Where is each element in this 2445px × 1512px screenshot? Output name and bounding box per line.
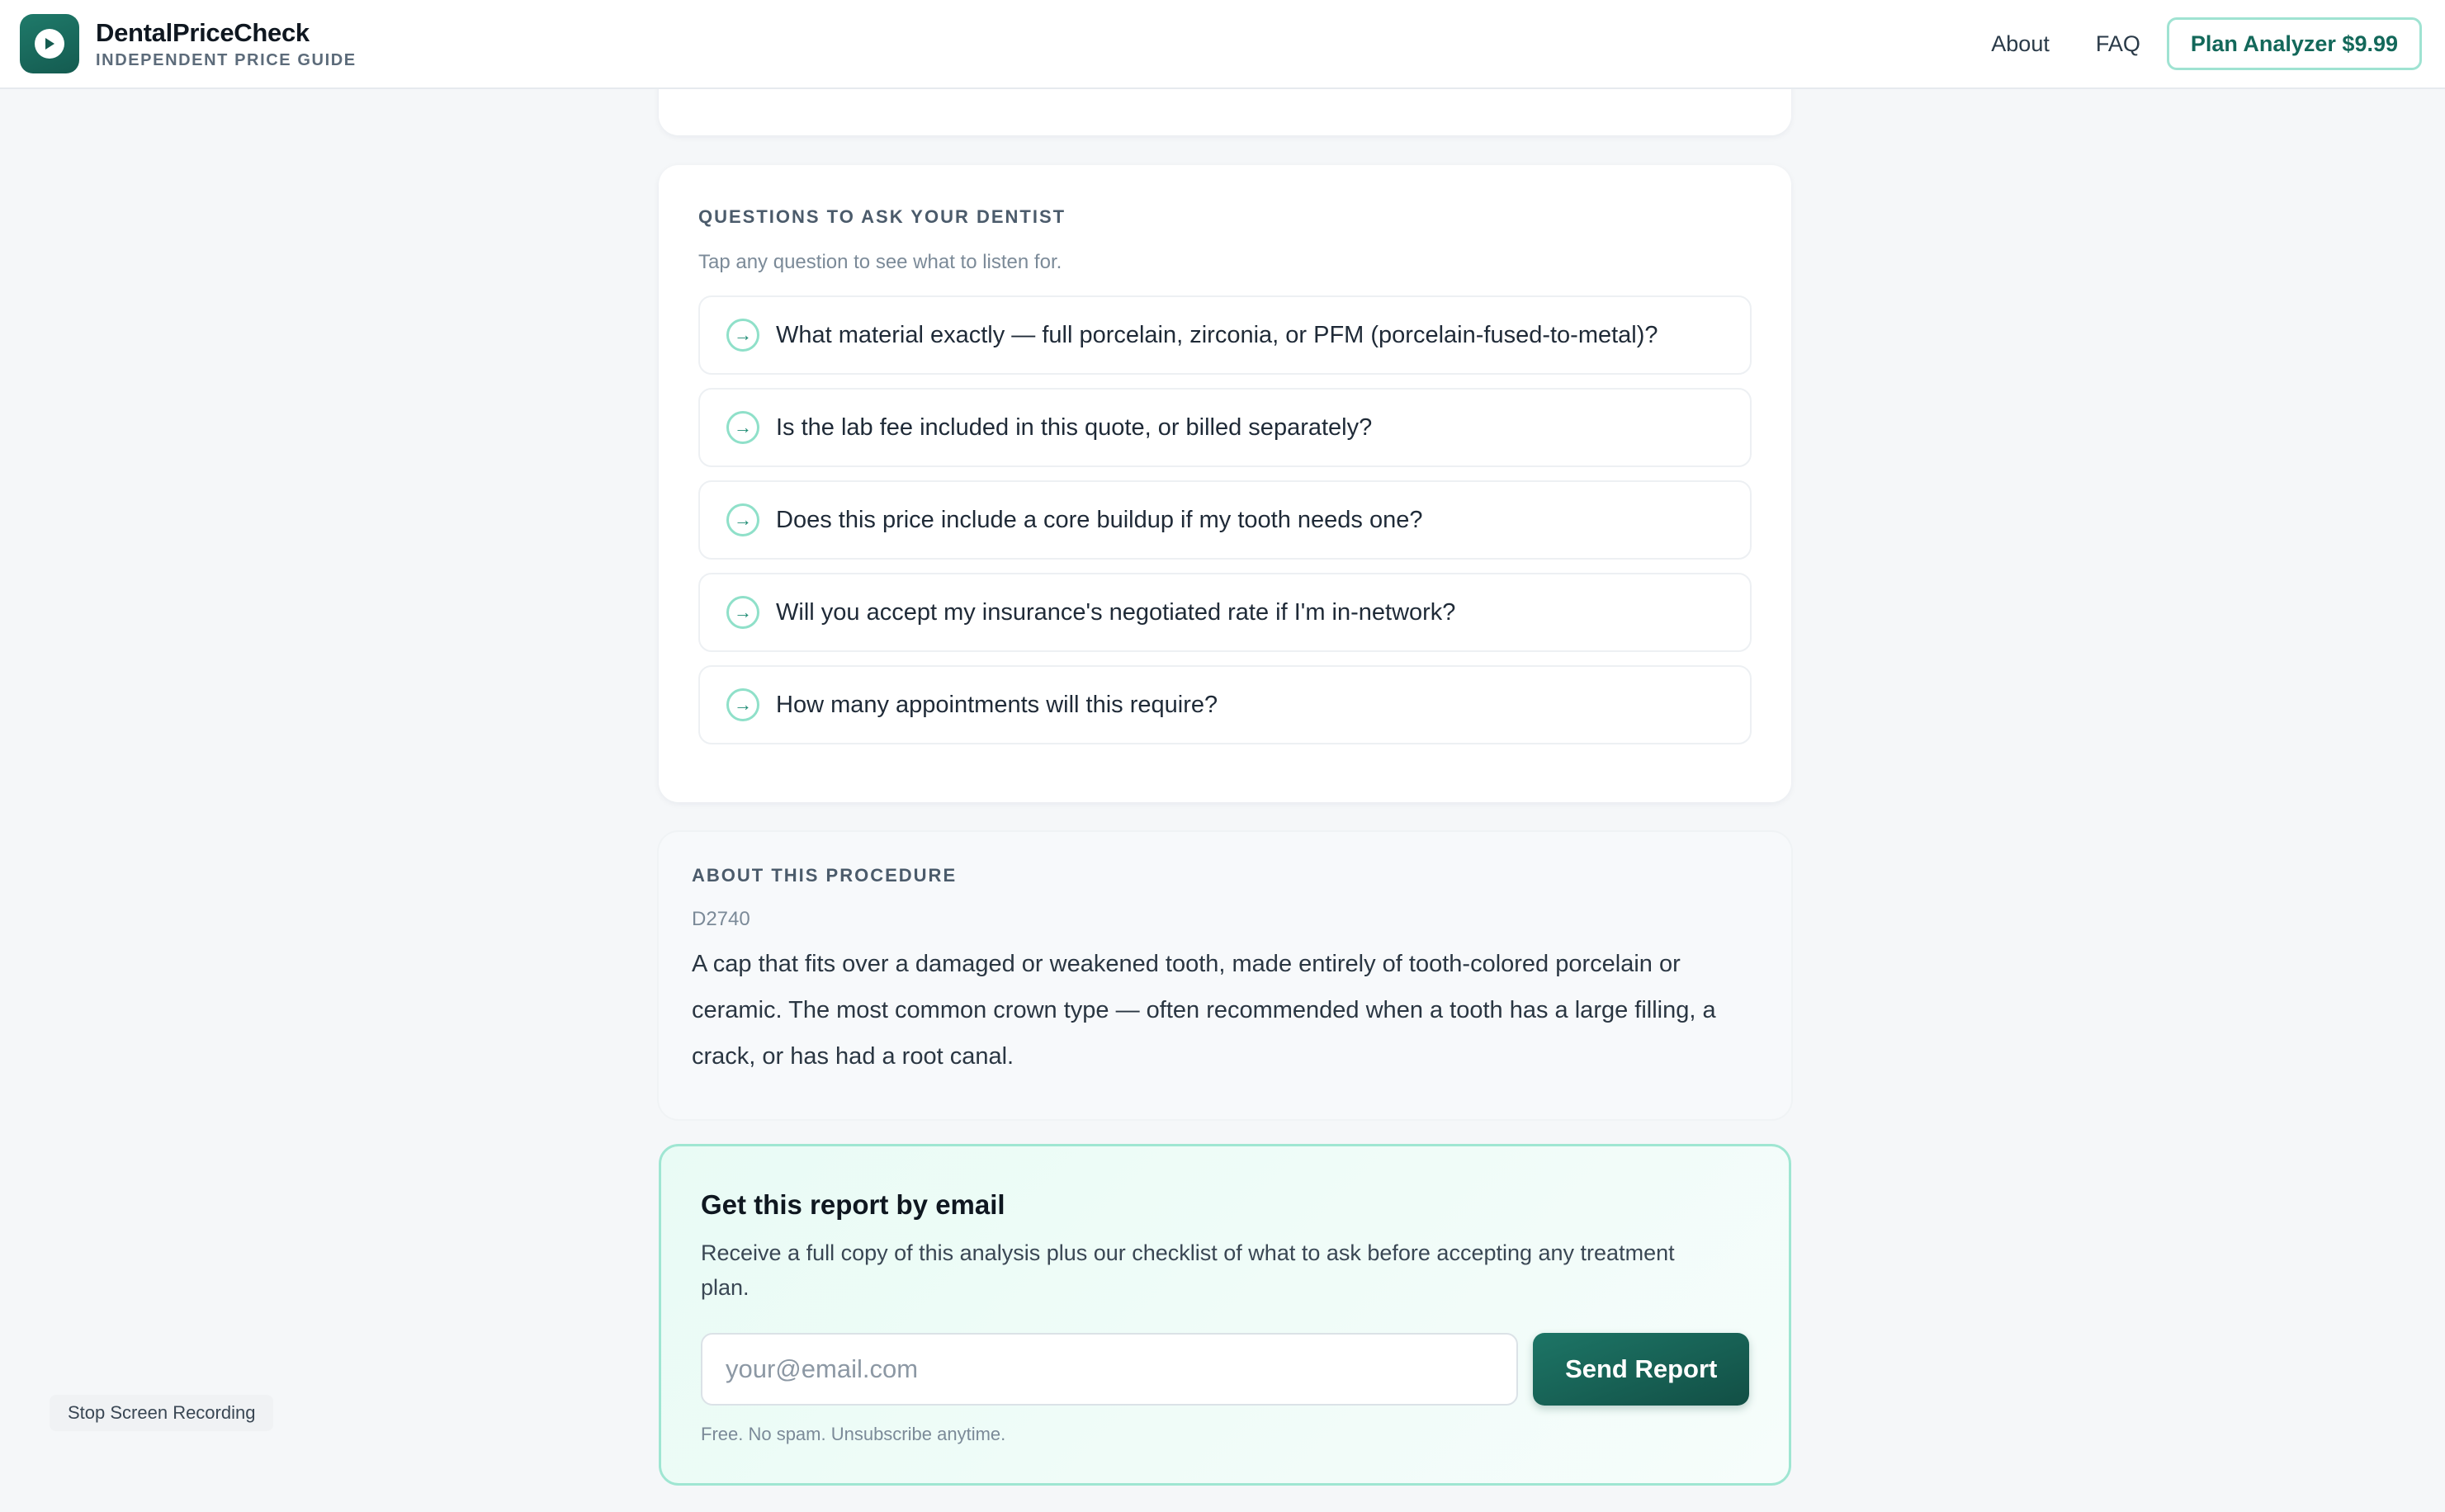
top-nav-bar xyxy=(0,0,2445,89)
arrow-right-icon: → xyxy=(726,596,759,629)
arrow-right-icon: → xyxy=(726,319,759,352)
nav-links xyxy=(1991,17,2425,70)
about-title: ABOUT THIS PROCEDURE xyxy=(692,865,958,886)
question-item[interactable] xyxy=(698,665,1752,744)
logo[interactable] xyxy=(20,14,79,73)
question-text: Is the lab fee included in this quote, or billed separately? xyxy=(776,413,1373,441)
brand-tagline: INDEPENDENT PRICE GUIDE xyxy=(96,50,357,69)
procedure-description: A cap that fits over a damaged or weakened tooth, made entirely of tooth-colored porcelain or ceramic. The most common crown type — often recommended when a tooth has a large filling, a crack, or has had a root canal. xyxy=(692,951,1716,1070)
nav-faq-link[interactable]: FAQ xyxy=(2095,31,2140,56)
arrow-right-icon: → xyxy=(726,688,759,721)
email-form xyxy=(701,1333,1749,1406)
question-item[interactable] xyxy=(698,480,1752,560)
brand[interactable] xyxy=(96,18,357,70)
question-text: Will you accept my insurance's negotiated rate if I'm in-network? xyxy=(776,598,1456,626)
question-text: How many appointments will this require? xyxy=(776,691,1218,718)
email-description: Receive a full copy of this analysis plus our checklist of what to ask before accepting any treatment plan. xyxy=(701,1240,1675,1300)
question-item[interactable] xyxy=(698,388,1752,467)
arrow-right-icon: → xyxy=(726,503,759,536)
stop-recording-button[interactable]: Stop Screen Recording xyxy=(50,1395,273,1431)
question-text: What material exactly — full porcelain, zirconia, or PFM (porcelain-fused-to-metal)? xyxy=(776,321,1658,348)
email-input[interactable] xyxy=(701,1333,1518,1406)
email-report-card xyxy=(659,1144,1791,1486)
play-icon xyxy=(35,29,64,59)
questions-card xyxy=(659,165,1791,802)
questions-title: QUESTIONS TO ASK YOUR DENTIST xyxy=(698,206,1066,227)
questions-hint: Tap any question to see what to listen for. xyxy=(698,251,1062,273)
question-text: Does this price include a core buildup if my tooth needs one? xyxy=(776,506,1423,533)
email-title: Get this report by email xyxy=(701,1189,1005,1220)
email-note: Free. No spam. Unsubscribe anytime. xyxy=(701,1424,1006,1444)
plan-analyzer-button[interactable]: Plan Analyzer $9.99 xyxy=(2167,17,2422,70)
arrow-right-icon: → xyxy=(726,411,759,444)
procedure-code: D2740 xyxy=(692,908,750,930)
question-item[interactable] xyxy=(698,295,1752,375)
question-item[interactable] xyxy=(698,573,1752,652)
nav-about-link[interactable]: About xyxy=(1991,31,2050,56)
send-report-button[interactable]: Send Report xyxy=(1533,1333,1749,1406)
questions-list xyxy=(698,295,1752,744)
brand-name: DentalPriceCheck xyxy=(96,17,310,47)
about-procedure-card xyxy=(659,832,1791,1119)
